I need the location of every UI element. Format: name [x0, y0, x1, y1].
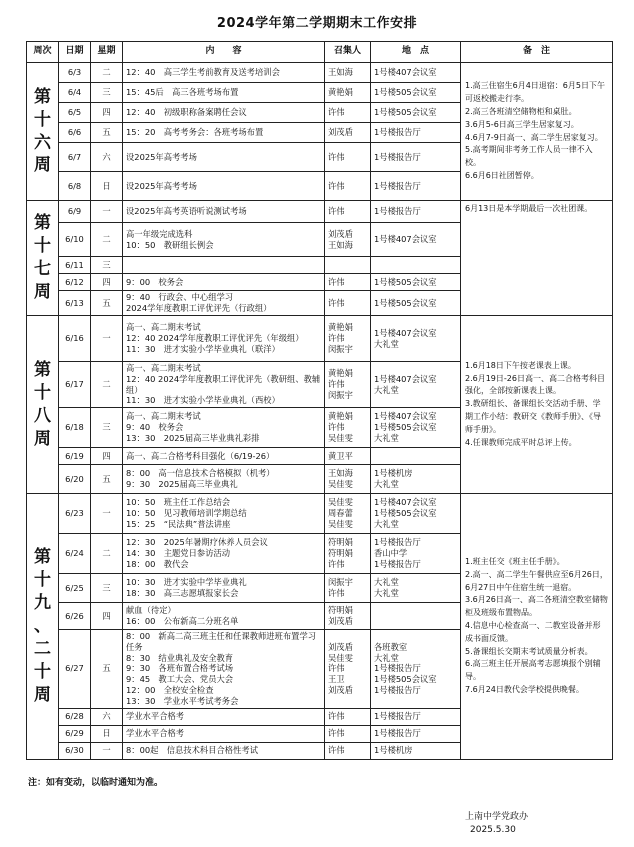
- weekday-cell: 五: [91, 630, 123, 708]
- content-cell-line: 高一、高二期末考试: [126, 322, 201, 333]
- content-cell: [123, 708, 325, 725]
- content-cell-line: 高一、高二期末考试: [126, 363, 201, 373]
- header-row: [27, 42, 613, 63]
- place-cell: [371, 603, 461, 630]
- content-cell-line: 学业水平合格考: [126, 728, 185, 739]
- convener-cell-line: 许伟: [328, 559, 345, 570]
- weekday-cell: 一: [91, 316, 123, 362]
- place-cell-line: 1号楼报告厅: [374, 180, 421, 191]
- place-cell-line: 1号楼505会议室: [374, 508, 437, 519]
- convener-cell-line: 吴佳雯: [328, 497, 353, 508]
- convener-cell: [325, 316, 371, 362]
- content-cell: [123, 274, 325, 291]
- place-cell: [371, 223, 461, 257]
- place-cell: [371, 103, 461, 123]
- convener-cell-line: 吴佳雯: [328, 652, 353, 663]
- note-item: 2.6月19日-26日高一、高二合格考科目强化，全部按新课表上课。: [465, 373, 605, 396]
- weekday-cell: 日: [91, 172, 123, 201]
- convener-cell-line: 许伟: [328, 728, 345, 739]
- content-cell-line: 9：00 校务会: [126, 276, 184, 287]
- weekday-cell: 五: [91, 465, 123, 494]
- date-cell: 6/25: [59, 574, 91, 603]
- date-cell: 6/12: [59, 274, 91, 291]
- note-item: 3.教研组长、备课组长交活动手册、学期工作小结：教研交《教师手册》、《导师手册》。: [465, 399, 601, 434]
- content-cell: [123, 223, 325, 257]
- content-cell-line: 9：45 教工大会、党员大会: [126, 674, 234, 685]
- convener-cell-line: 王如海: [328, 239, 353, 250]
- date-cell: 6/30: [59, 742, 91, 759]
- place-cell-line: 1号楼机房: [374, 745, 413, 756]
- note-item: 1.班主任交《班主任手册》。: [465, 556, 565, 566]
- convener-cell: [325, 494, 371, 534]
- week-label: 第 十 七 周: [27, 201, 59, 316]
- convener-cell: [325, 725, 371, 742]
- weekday-cell: 五: [91, 291, 123, 316]
- place-cell-line: 1号楼报告厅: [374, 537, 421, 548]
- convener-cell-line: 许伟: [328, 422, 345, 433]
- content-cell: [123, 630, 325, 708]
- content-cell-line: 8：00起 信息技术科目合格性考试: [126, 745, 258, 756]
- place-cell-line: 1号楼407会议室: [374, 234, 437, 245]
- place-cell: [371, 408, 461, 448]
- week-label: 第 十 八 周: [27, 316, 59, 494]
- place-cell-line: 1号楼机房: [374, 468, 413, 479]
- content-cell-line: 18：30 高三志愿填报家长会: [126, 588, 239, 599]
- content-cell-line: 13：30 学业水平考试考务会: [126, 695, 239, 706]
- convener-cell: [325, 63, 371, 83]
- content-cell: [123, 725, 325, 742]
- content-cell-line: 设2025年高考考场: [126, 180, 197, 191]
- content-cell: [123, 603, 325, 630]
- convener-cell-line: 黄卫平: [328, 450, 353, 461]
- content-cell: [123, 316, 325, 362]
- weekday-cell: 四: [91, 603, 123, 630]
- convener-cell-line: 周春蕾: [328, 508, 353, 519]
- convener-cell-line: 许伟: [328, 107, 345, 118]
- convener-cell: [325, 172, 371, 201]
- content-cell: [123, 742, 325, 759]
- place-cell: [371, 494, 461, 534]
- note-item: 5.备课组长交期末考试质量分析表。: [465, 646, 593, 656]
- place-cell: [371, 257, 461, 274]
- convener-cell: [325, 742, 371, 759]
- convener-cell: [325, 83, 371, 103]
- weekday-cell: 四: [91, 103, 123, 123]
- place-cell-line: 大礼堂: [374, 577, 399, 588]
- content-cell-line: 10：50 班主任工作总结会: [126, 497, 231, 508]
- convener-cell-line: 许伟: [328, 206, 345, 217]
- convener-cell-line: 王卫: [328, 674, 345, 685]
- place-cell-line: 1号楼报告厅: [374, 206, 421, 217]
- place-cell-line: 1号楼505会议室: [374, 422, 437, 433]
- content-cell-line: 15：20 高考考务会：各班考场布置: [126, 127, 264, 138]
- table-row: [27, 63, 613, 83]
- date-cell: 6/5: [59, 103, 91, 123]
- date-cell: 6/9: [59, 201, 91, 223]
- place-cell: [371, 83, 461, 103]
- place-cell: [371, 316, 461, 362]
- place-cell: [371, 172, 461, 201]
- col-convener: 召集人: [325, 42, 371, 63]
- note-item: 4.信息中心检查高一、二教室设备并形成书面反馈。: [465, 620, 601, 643]
- place-cell-line: 1号楼505会议室: [374, 276, 437, 287]
- note-item: 1.高三住宿生6月4日退宿：6月5日下午可返校搬走行李。: [465, 81, 605, 104]
- convener-cell: [325, 123, 371, 143]
- content-cell-line: 12：40 初级职称备案聘任会议: [126, 107, 247, 118]
- content-cell: [123, 201, 325, 223]
- content-cell-line: 9：30 各班布置合格考试场: [126, 663, 234, 674]
- content-cell-line: 高一年级完成选科: [126, 228, 193, 239]
- issuer: 上南中学党政办: [465, 812, 529, 822]
- convener-cell-line: 许伟: [328, 151, 345, 162]
- date-cell: 6/17: [59, 362, 91, 408]
- convener-cell-line: 吴佳雯: [328, 519, 353, 530]
- note-item: 2.高三各班清空储物柜和桌肚。: [465, 106, 577, 116]
- place-cell: [371, 201, 461, 223]
- place-cell: [371, 630, 461, 708]
- content-cell: [123, 465, 325, 494]
- convener-cell: [325, 362, 371, 408]
- convener-cell: [325, 603, 371, 630]
- content-cell: [123, 291, 325, 316]
- convener-cell-line: 刘茂盾: [328, 616, 353, 627]
- schedule-table: [26, 41, 613, 760]
- notes-cell: [461, 63, 613, 201]
- place-cell-line: 大礼堂: [374, 384, 399, 395]
- table-row: [27, 494, 613, 534]
- convener-cell-line: 许伟: [328, 333, 345, 344]
- place-cell-line: 香山中学: [374, 548, 408, 559]
- weekday-cell: 四: [91, 448, 123, 465]
- place-cell-line: 1号楼报告厅: [374, 728, 421, 739]
- note-item: 6.6月6日社团暂停。: [465, 170, 539, 180]
- weekday-cell: 三: [91, 257, 123, 274]
- weekday-cell: 二: [91, 223, 123, 257]
- content-cell-line: 12：40 2024学年度教职工评优评先（教研组、教辅组）: [126, 373, 321, 395]
- convener-cell-line: 符明娟: [328, 537, 353, 548]
- content-cell-line: 12：40 高三学生考前教育及送考培训会: [126, 67, 280, 78]
- place-cell: [371, 708, 461, 725]
- note-item: 3.6月5-6日高三学生居家复习。: [465, 119, 579, 129]
- weekday-cell: 日: [91, 725, 123, 742]
- weekday-cell: 二: [91, 362, 123, 408]
- date-cell: 6/24: [59, 534, 91, 574]
- content-cell-line: 11：30 进才实验小学毕业典礼（西校）: [126, 395, 280, 406]
- content-cell: [123, 574, 325, 603]
- convener-cell-line: 许伟: [328, 297, 345, 308]
- place-cell-line: 1号楼407会议室: [374, 327, 437, 338]
- table-row: [27, 201, 613, 223]
- convener-cell-line: 闵振宇: [328, 343, 353, 354]
- date-cell: 6/28: [59, 708, 91, 725]
- content-cell: [123, 143, 325, 172]
- convener-cell-line: 符明娟: [328, 548, 353, 559]
- convener-cell-line: 刘茂盾: [328, 127, 353, 138]
- place-cell-line: 1号楼报告厅: [374, 151, 421, 162]
- place-cell-line: 1号楼505会议室: [374, 297, 437, 308]
- convener-cell: [325, 143, 371, 172]
- date-cell: 6/7: [59, 143, 91, 172]
- weekday-cell: 一: [91, 201, 123, 223]
- convener-cell-line: 闵振宇: [328, 389, 353, 400]
- date-cell: 6/23: [59, 494, 91, 534]
- content-cell-line: 设2025年高考英语听说测试考场: [126, 206, 247, 217]
- col-content: 内 容: [123, 42, 325, 63]
- issue-date: 2025.5.30: [470, 825, 516, 835]
- note-item: 2.高一、高二学生午餐供应至6月26日，6月27日中午住宿生统一退宿。: [465, 569, 608, 592]
- convener-cell-line: 王如海: [328, 67, 353, 78]
- table-row: [27, 316, 613, 362]
- place-cell: [371, 725, 461, 742]
- col-date: 日期: [59, 42, 91, 63]
- content-cell: [123, 123, 325, 143]
- weekday-cell: 六: [91, 708, 123, 725]
- place-cell-line: 大礼堂: [374, 433, 399, 444]
- place-cell-line: 各班教室: [374, 641, 408, 652]
- note-item: 3.6月26日高一、高二各班清空教室储物柜及班级布置物品。: [465, 595, 608, 618]
- content-cell-line: 8：00 高一信息技术合格模拟（机考）: [126, 468, 275, 479]
- schedule-body: [27, 63, 613, 760]
- convener-cell: [325, 448, 371, 465]
- content-cell: [123, 408, 325, 448]
- convener-cell: [325, 408, 371, 448]
- date-cell: 6/19: [59, 448, 91, 465]
- place-cell: [371, 465, 461, 494]
- content-cell-line: 13：30 2025届高三毕业典礼彩排: [126, 433, 260, 444]
- content-cell-line: 18：00 教代会: [126, 559, 189, 570]
- week-label: 第 十 九 、 二 十 周: [27, 494, 59, 759]
- place-cell: [371, 534, 461, 574]
- weekday-cell: 一: [91, 742, 123, 759]
- place-cell: [371, 574, 461, 603]
- note-item: 6.高三班主任开展高考志愿填报个别辅导。: [465, 659, 601, 682]
- date-cell: 6/20: [59, 465, 91, 494]
- content-cell-line: 10：50 教研组长例会: [126, 239, 214, 250]
- col-weekday: 星期: [91, 42, 123, 63]
- place-cell-line: 1号楼报告厅: [374, 559, 421, 570]
- date-cell: 6/27: [59, 630, 91, 708]
- content-cell-line: 11：30 进才实验小学毕业典礼（联洋）: [126, 343, 280, 354]
- col-notes: 备 注: [461, 42, 613, 63]
- convener-cell-line: 许伟: [328, 663, 345, 674]
- date-cell: 6/10: [59, 223, 91, 257]
- date-cell: 6/8: [59, 172, 91, 201]
- content-cell: [123, 83, 325, 103]
- weekday-cell: 三: [91, 574, 123, 603]
- content-cell: [123, 448, 325, 465]
- content-cell-line: 设2025年高考考场: [126, 151, 197, 162]
- notes-cell: [461, 494, 613, 759]
- place-cell-line: 1号楼505会议室: [374, 87, 437, 98]
- convener-cell-line: 黄艳娟: [328, 368, 353, 379]
- convener-cell-line: 许伟: [328, 180, 345, 191]
- place-cell-line: 1号楼报告厅: [374, 127, 421, 138]
- content-cell: [123, 172, 325, 201]
- date-cell: 6/13: [59, 291, 91, 316]
- convener-cell: [325, 274, 371, 291]
- note-item: 7.6月24日教代会学校提供晚餐。: [465, 684, 584, 694]
- convener-cell: [325, 465, 371, 494]
- place-cell-line: 1号楼报告厅: [374, 685, 421, 696]
- convener-cell-line: 许伟: [328, 276, 345, 287]
- convener-cell-line: 吴佳雯: [328, 479, 353, 490]
- content-cell: [123, 257, 325, 274]
- date-cell: 6/29: [59, 725, 91, 742]
- date-cell: 6/3: [59, 63, 91, 83]
- content-cell-line: 12：40 2024学年度教职工评优评先（年级组）: [126, 333, 304, 344]
- notes-cell: [461, 201, 613, 316]
- col-place: 地 点: [371, 42, 461, 63]
- place-cell-line: 1号楼505会议室: [374, 107, 437, 118]
- place-cell-line: 大礼堂: [374, 519, 399, 530]
- convener-cell: [325, 534, 371, 574]
- content-cell-line: 8：00 新高二高三班主任和任课教师进班布置学习任务: [126, 631, 317, 652]
- place-cell: [371, 63, 461, 83]
- convener-cell-line: 许伟: [328, 588, 345, 599]
- content-cell-line: 14：30 主题党日参访活动: [126, 548, 231, 559]
- convener-cell: [325, 708, 371, 725]
- place-cell-line: 大礼堂: [374, 338, 399, 349]
- note-item: 6月13日是本学期最后一次社团课。: [465, 204, 593, 213]
- convener-cell-line: 吴佳雯: [328, 433, 353, 444]
- place-cell-line: 1号楼407会议室: [374, 411, 437, 422]
- place-cell-line: 1号楼505会议室: [374, 674, 437, 685]
- convener-cell: [325, 630, 371, 708]
- content-cell-line: 献血（待定）: [126, 605, 176, 616]
- convener-cell-line: 符明娟: [328, 605, 353, 616]
- convener-cell-line: 黄艳娟: [328, 322, 353, 333]
- content-cell: [123, 63, 325, 83]
- place-cell: [371, 274, 461, 291]
- content-cell-line: 12：00 全校安全检查: [126, 685, 214, 696]
- date-cell: 6/6: [59, 123, 91, 143]
- col-week: 周次: [27, 42, 59, 63]
- convener-cell: [325, 223, 371, 257]
- convener-cell-line: 刘茂盾: [328, 685, 353, 696]
- convener-cell-line: 黄艳娟: [328, 87, 353, 98]
- weekday-cell: 三: [91, 408, 123, 448]
- place-cell: [371, 362, 461, 408]
- week-label: 第 十 六 周: [27, 63, 59, 201]
- content-cell-line: 9：40 行政会、中心组学习: [126, 292, 234, 303]
- date-cell: 6/4: [59, 83, 91, 103]
- place-cell: [371, 143, 461, 172]
- convener-cell: [325, 103, 371, 123]
- date-cell: 6/18: [59, 408, 91, 448]
- content-cell-line: 10：30 进才实验中学毕业典礼: [126, 577, 247, 588]
- convener-cell-line: 闵振宇: [328, 577, 353, 588]
- convener-cell: [325, 574, 371, 603]
- place-cell-line: 1号楼报告厅: [374, 711, 421, 722]
- place-cell-line: 1号楼407会议室: [374, 497, 437, 508]
- content-cell-line: 9：40 校务会: [126, 422, 184, 433]
- content-cell-line: 15：25 “民法典”普法讲座: [126, 519, 231, 530]
- content-cell-line: 8：30 结业典礼及安全教育: [126, 652, 234, 663]
- place-cell: [371, 448, 461, 465]
- convener-cell-line: 王如海: [328, 468, 353, 479]
- weekday-cell: 四: [91, 274, 123, 291]
- date-cell: 6/11: [59, 257, 91, 274]
- weekday-cell: 二: [91, 63, 123, 83]
- weekday-cell: 三: [91, 83, 123, 103]
- note-item: 4.6月7-9日高一、高二学生居家复习。: [465, 132, 603, 142]
- weekday-cell: 六: [91, 143, 123, 172]
- convener-cell-line: 刘茂盾: [328, 641, 353, 652]
- content-cell-line: 高一、高二合格考科目强化（6/19-26）: [126, 450, 275, 461]
- date-cell: 6/26: [59, 603, 91, 630]
- convener-cell: [325, 257, 371, 274]
- content-cell: [123, 534, 325, 574]
- place-cell: [371, 123, 461, 143]
- weekday-cell: 五: [91, 123, 123, 143]
- weekday-cell: 一: [91, 494, 123, 534]
- content-cell-line: 10：50 见习教师培训学期总结: [126, 508, 247, 519]
- footnote: 注：如有变动，以临时通知为准。: [28, 778, 164, 788]
- page-title: 2024学年第二学期期末工作安排: [216, 16, 418, 31]
- notes-cell: [461, 316, 613, 494]
- note-item: 5.高考期间非考务工作人员一律不入校。: [465, 145, 593, 168]
- convener-cell-line: 黄艳娟: [328, 411, 353, 422]
- content-cell: [123, 362, 325, 408]
- convener-cell: [325, 291, 371, 316]
- note-item: 4.任课教师完成平时总评上传。: [465, 437, 577, 447]
- note-item: 1.6月18日下午按老课表上课。: [465, 360, 576, 370]
- place-cell-line: 1号楼407会议室: [374, 373, 437, 384]
- content-cell-line: 12：30 2025年暑期疗休养人员会议: [126, 537, 268, 548]
- convener-cell: [325, 201, 371, 223]
- content-cell-line: 高一、高二期末考试: [126, 411, 201, 422]
- content-cell-line: 2024学年度教职工评优评先（行政组）: [126, 303, 272, 313]
- place-cell: [371, 742, 461, 759]
- content-cell-line: 学业水平合格考: [126, 711, 185, 722]
- convener-cell-line: 许伟: [328, 711, 345, 722]
- content-cell: [123, 103, 325, 123]
- place-cell-line: 大礼堂: [374, 479, 399, 490]
- content-cell: [123, 494, 325, 534]
- place-cell-line: 1号楼407会议室: [374, 67, 437, 78]
- place-cell-line: 1号楼报告厅: [374, 663, 421, 674]
- place-cell-line: 大礼堂: [374, 588, 399, 599]
- content-cell-line: 16：00 公布新高二分班名单: [126, 616, 239, 627]
- convener-cell-line: 刘茂盾: [328, 228, 353, 239]
- convener-cell-line: 许伟: [328, 745, 345, 756]
- place-cell-line: 大礼堂: [374, 652, 399, 663]
- content-cell-line: 9：30 2025届高三毕业典礼: [126, 479, 238, 490]
- place-cell: [371, 291, 461, 316]
- date-cell: 6/16: [59, 316, 91, 362]
- weekday-cell: 二: [91, 534, 123, 574]
- content-cell-line: 15：45后 高三各班考场布置: [126, 87, 239, 98]
- convener-cell-line: 许伟: [328, 379, 345, 390]
